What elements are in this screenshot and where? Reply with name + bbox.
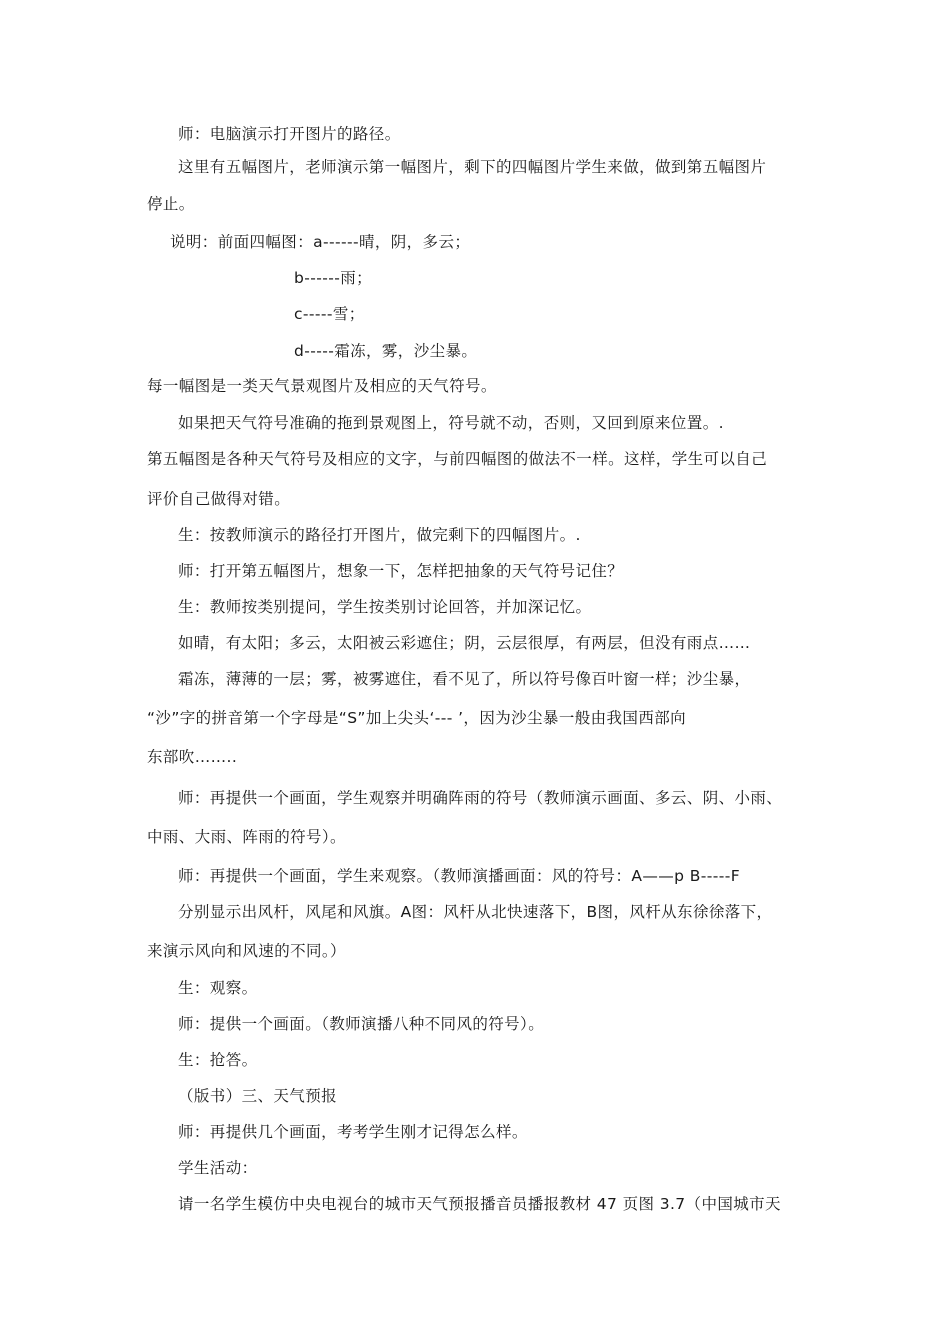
paragraph-line: 说明：前面四幅图：a------晴，阴，多云； bbox=[170, 233, 471, 251]
paragraph-line: 学生活动： bbox=[178, 1159, 258, 1177]
paragraph-line: “沙”字的拼音第一个字母是“S”加上尖头‘--- ’，因为沙尘暴一般由我国西部向 bbox=[147, 709, 687, 727]
paragraph-line: d-----霜冻，雾，沙尘暴。 bbox=[294, 342, 478, 360]
paragraph-line: 如果把天气符号准确的拖到景观图上，符号就不动，否则，又回到原来位置。. bbox=[178, 414, 724, 432]
paragraph-line: 师：电脑演示打开图片的路径。 bbox=[178, 125, 401, 143]
paragraph-line: 师：打开第五幅图片，想象一下，怎样把抽象的天气符号记住？ bbox=[178, 562, 624, 580]
section-heading: （版书）三、天气预报 bbox=[178, 1087, 338, 1105]
paragraph-line: 师：再提供几个画面，考考学生刚才记得怎么样。 bbox=[178, 1123, 528, 1141]
paragraph-line: 师：提供一个画面。（教师演播八种不同风的符号）。 bbox=[178, 1015, 545, 1033]
paragraph-line: 东部吹…….. bbox=[147, 748, 238, 766]
paragraph-line: 每一幅图是一类天气景观图片及相应的天气符号。 bbox=[147, 377, 497, 395]
paragraph-line: 这里有五幅图片，老师演示第一幅图片，剩下的四幅图片学生来做，做到第五幅图片 bbox=[178, 158, 767, 176]
paragraph-line: b------雨； bbox=[294, 269, 372, 287]
paragraph-line: 生：按教师演示的路径打开图片，做完剩下的四幅图片。. bbox=[178, 526, 581, 544]
paragraph-line: 来演示风向和风速的不同。） bbox=[147, 942, 346, 960]
paragraph-line: 霜冻，薄薄的一层；雾，被雾遮住，看不见了，所以符号像百叶窗一样；沙尘暴， bbox=[178, 670, 751, 688]
paragraph-line: 第五幅图是各种天气符号及相应的文字，与前四幅图的做法不一样。这样，学生可以自己 bbox=[147, 450, 768, 468]
paragraph-line: 生：抢答。 bbox=[178, 1051, 258, 1069]
paragraph-line: 评价自己做得对错。 bbox=[147, 490, 291, 508]
paragraph-line: c-----雪； bbox=[294, 305, 365, 323]
paragraph-line: 生：观察。 bbox=[178, 979, 258, 997]
paragraph-line: 生：教师按类别提问，学生按类别讨论回答，并加深记忆。 bbox=[178, 598, 592, 616]
paragraph-line: 分别显示出风杆，风尾和风旗。A图：风杆从北快速落下，B图，风杆从东徐徐落下， bbox=[178, 903, 773, 921]
paragraph-line: 如晴，有太阳；多云，太阳被云彩遮住；阴，云层很厚，有两层，但没有雨点…… bbox=[178, 634, 751, 652]
paragraph-line: 中雨、大雨、阵雨的符号）。 bbox=[147, 828, 346, 846]
paragraph-line: 师：再提供一个画面，学生来观察。（教师演播画面：风的符号：A——p B-----F bbox=[178, 867, 741, 885]
paragraph-line: 停止。 bbox=[147, 195, 195, 213]
paragraph-line: 师：再提供一个画面，学生观察并明确阵雨的符号（教师演示画面、多云、阴、小雨、 bbox=[178, 789, 783, 807]
paragraph-line: 请一名学生模仿中央电视台的城市天气预报播音员播报教材 47 页图 3.7（中国城市天 bbox=[178, 1195, 781, 1213]
